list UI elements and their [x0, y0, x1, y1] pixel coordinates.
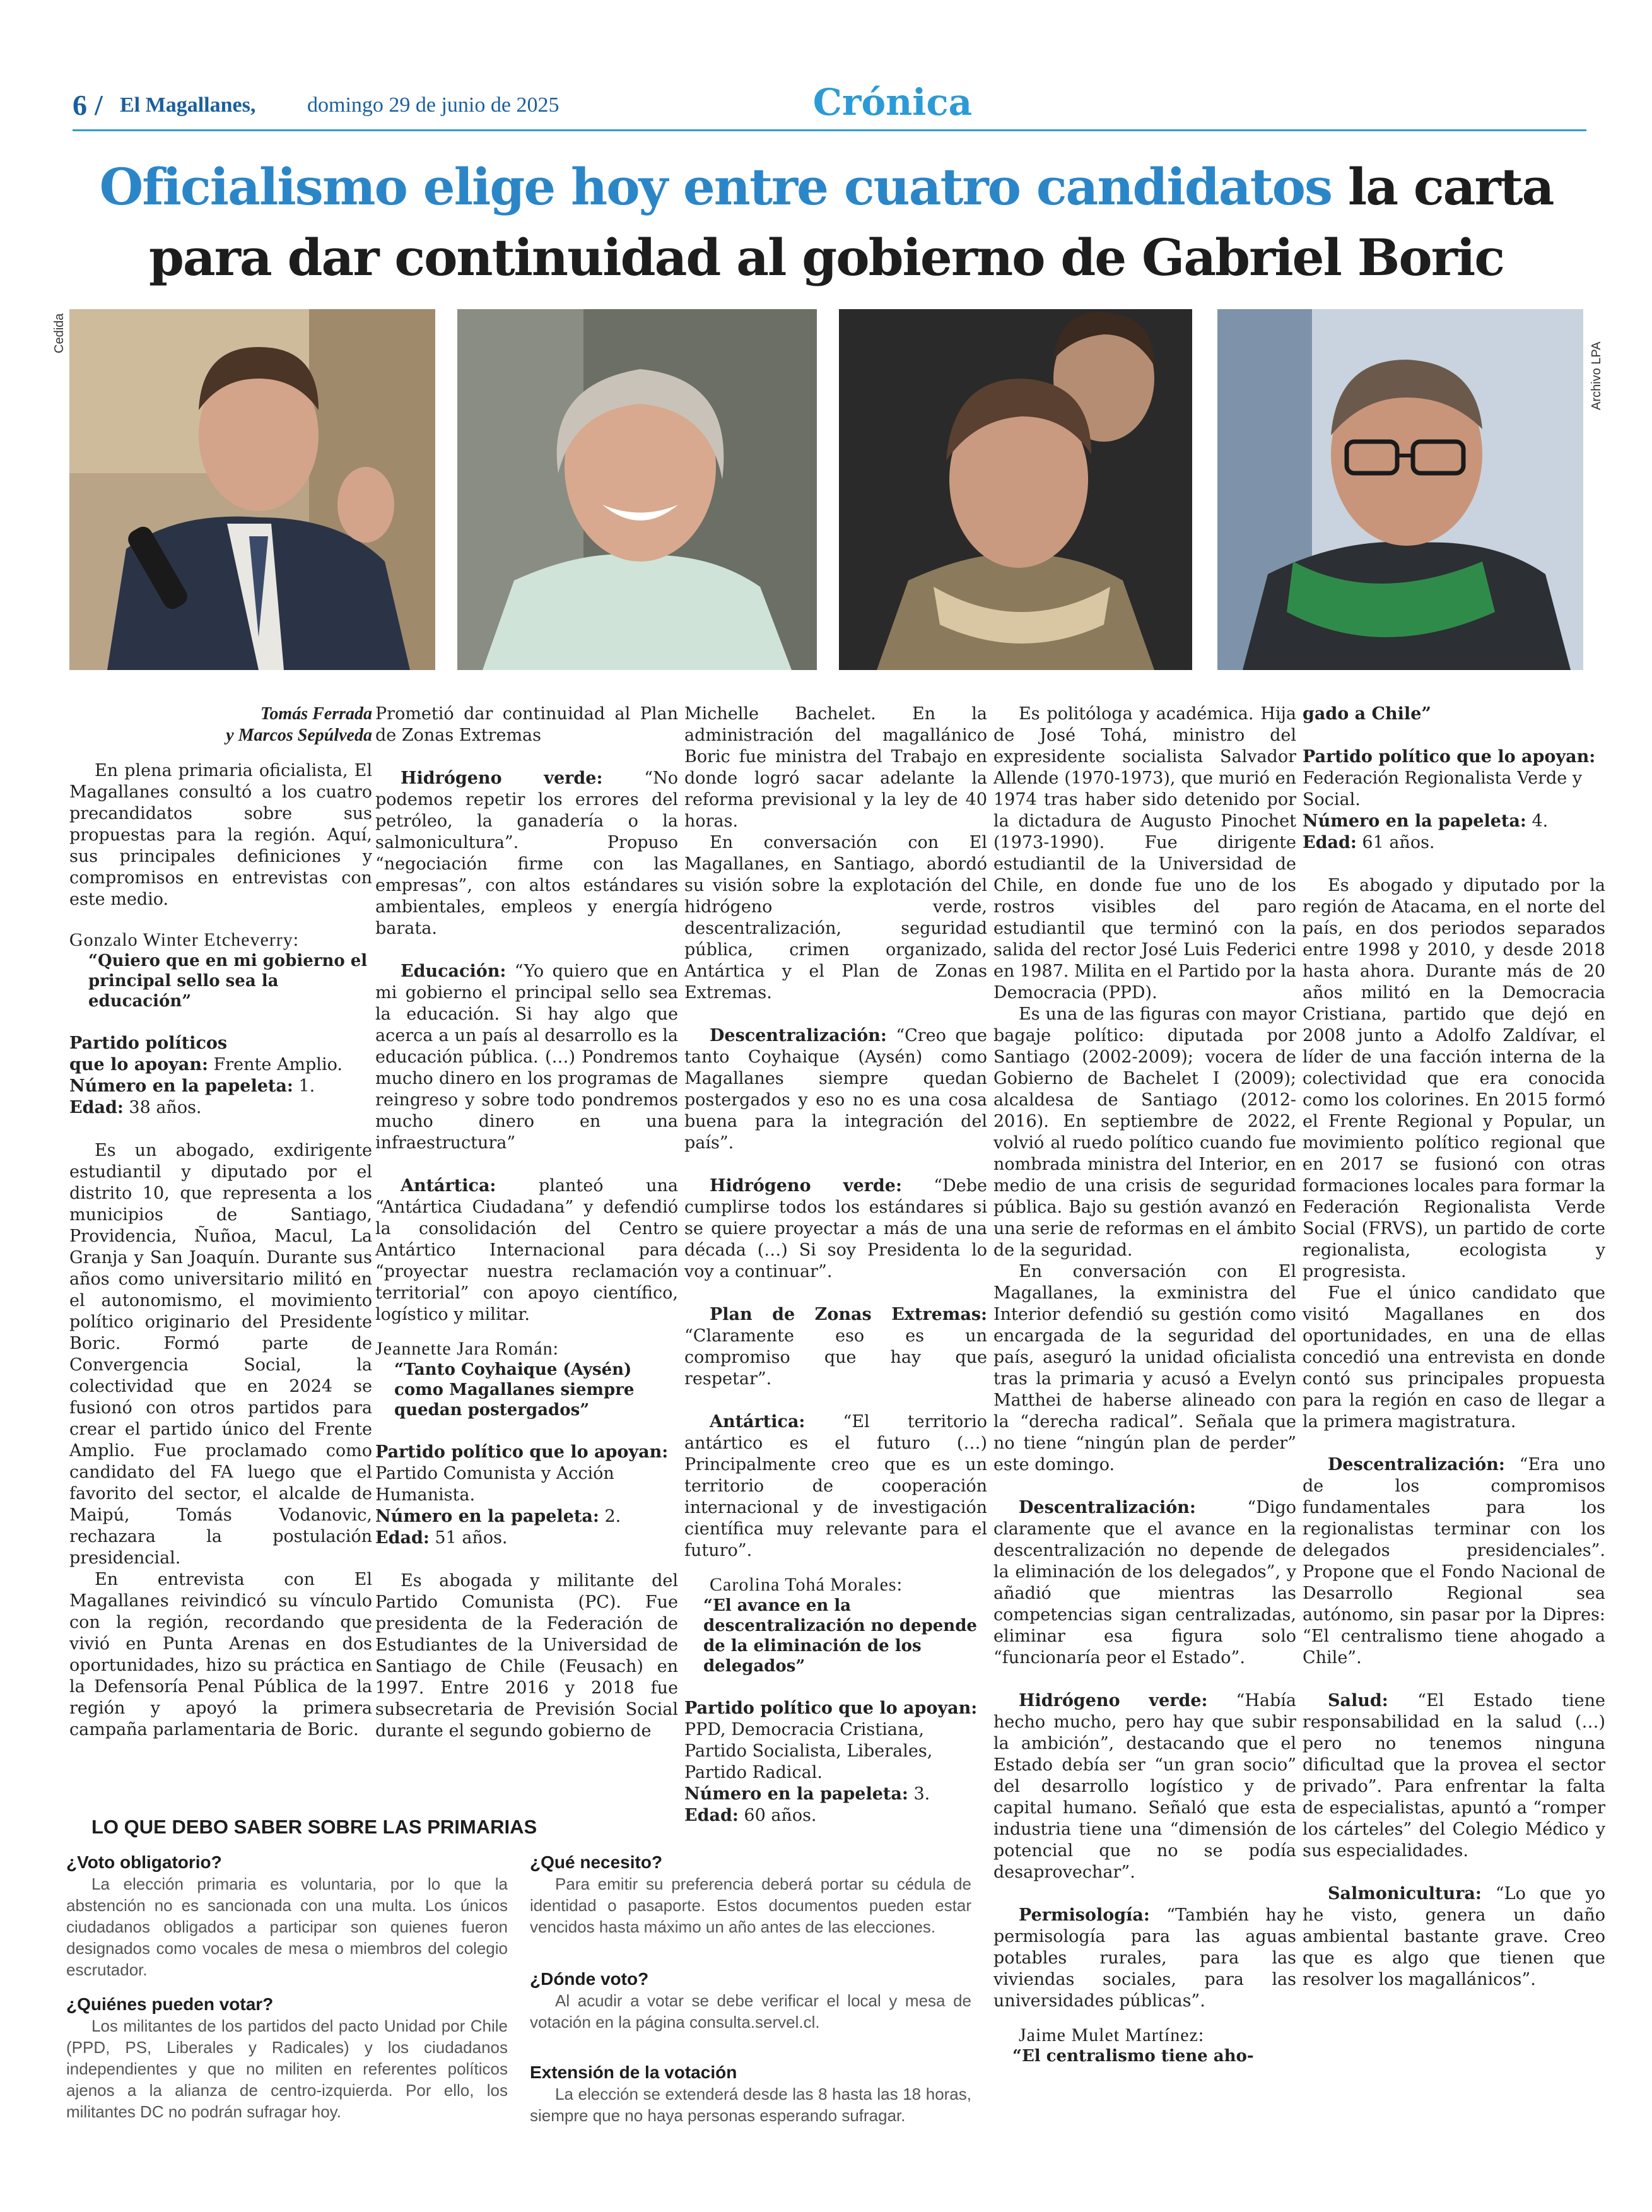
info-box-title: LO QUE DEBO SABER SOBRE LAS PRIMARIAS	[91, 1816, 537, 1838]
info-extension-votacion	[530, 2062, 971, 2126]
headline-line2: para dar continuidad al gobierno de Gabriel Boric	[148, 228, 1504, 287]
info-question-2: ¿Quiénes pueden votar?	[66, 1994, 274, 2014]
bio-paragraph-jara-3: En conversación con El Magallanes, en Santiago, abordó su visión sobre la explotación del hidrógeno verde, descentralización, seguridad pública, crimen organizado, Antártica y el Plan de Zonas Extremas.	[684, 833, 987, 1003]
info-voto-obligatorio	[66, 1852, 508, 1980]
bio-paragraph-toha-1: Es politóloga y académica. Hija de José Tohá, ministro del expresidente socialista Salvador Allende (1970-1973), que murió en 1974 tras haber sido detenido por la dictadura de Augusto Pinochet (1973-1990). Fue dirigente estudiantil de la Universidad de Chile, en donde fue uno de los rostros visibles del paro estudiantil que terminó con la salida del rector José Luis Federici en 1987. Milita en el Partido por la Democracia (PPD).	[993, 704, 1296, 1003]
topic-label-mulet-salud: Salud:	[1328, 1691, 1388, 1710]
info-que-necesito	[530, 1852, 971, 1938]
topic-text-mulet-salmonicultura: “Lo que yo he visto, genera un daño ambiental bastante grave. Creo que es algo que tienen que resolver los magallánicos”.	[1303, 1884, 1605, 1989]
info-answer-1: La elección primaria es voluntaria, por lo que la abstención no es sancionada con una multa. Los únicos ciudadanos obligados a participar son quienes fueron designados como vocales de mesa o miembros del colegio escrutador.	[66, 1874, 508, 1979]
page-header	[73, 81, 1586, 126]
ballot-label-jara: Número en la papeleta:	[375, 1507, 599, 1526]
age-value-jara: 51 años.	[429, 1528, 508, 1548]
party-label-winter-2: que lo apoyan:	[69, 1055, 208, 1074]
candidate-quote-winter: “Quiero que en mi gobierno el principal sello sea la educación”	[88, 951, 368, 1011]
candidate-quote-mulet-start: “El centralismo tiene aho-	[1012, 2047, 1254, 2066]
topic-label-winter-hidrogeno: Hidrógeno verde:	[401, 768, 603, 788]
headline	[63, 151, 1590, 293]
topic-text-mulet-descentralizacion: “Era uno de los compromisos fundamentales para los regionalistas terminar con los delegados presidenciales”. Propone que el Fondo Nacional de Desarrollo Regional sea autónomo, sin pasar por la Dipres: “El centralismo tiene ahogado a Chile”.	[1303, 1455, 1605, 1668]
byline-line1: Tomás Ferrada	[260, 704, 372, 724]
column-2	[375, 703, 678, 1742]
issue-date: domingo 29 de junio de 2025	[307, 93, 559, 117]
info-question-3: ¿Qué necesito?	[530, 1852, 663, 1872]
topic-text-jara-zonas: “Claramente eso es un compromiso que hay que respetar”.	[684, 1326, 987, 1389]
party-label-toha: Partido político que lo apoyan:	[684, 1698, 978, 1718]
party-value-winter: Frente Amplio.	[208, 1055, 343, 1074]
topic-label-toha-descentralizacion: Descentralización:	[1019, 1498, 1196, 1517]
topic-text-jara-hidrogeno: “Debe cumplirse todos los estándares si se quiere proyectar a más de una década (…) Si soy Presidenta lo voy a continuar”.	[684, 1176, 987, 1281]
topic-text-mulet-salud: “El Estado tiene responsabilidad en la salud (…) pero no tenemos ninguna dificultad que la provea el sector privado”. Para enfrentar la falta de especialistas, apuntó a “romper los cárteles” del Colegio Médico y sus especialidades.	[1303, 1691, 1605, 1861]
bio-paragraph-mulet-2: Fue el único candidato que visitó Magallanes en dos oportunidades, en una de ellas concedió una entrevista en donde contó sus principales propuesta para la región en caso de llegar a la primera magistratura.	[1303, 1283, 1605, 1432]
photo-jeannette-jara	[457, 309, 817, 670]
info-answer-4: Al acudir a votar se debe verificar el local y mesa de votación en la página consulta.servel.cl.	[530, 1991, 971, 2032]
topic-text-jara-antartica: “El territorio antártico es el futuro (…) Principalmente creo que es un territorio de cooperación internacional y de investigación científica muy relevante para el futuro”.	[684, 1412, 987, 1560]
headline-highlight: Oficialismo elige hoy entre cuatro candidatos	[99, 157, 1332, 216]
candidate-quote-mulet-end: gado a Chile”	[1303, 704, 1431, 724]
age-value-winter: 38 años.	[123, 1098, 202, 1117]
age-value-mulet: 61 años.	[1356, 833, 1435, 852]
bio-paragraph-toha-2: Es una de las figuras con mayor bagaje político: diputada por Santiago (2002-2009); vocera de Gobierno de Bachelet I (2009); alcaldesa de Santiago (2012-2016). En septiembre de 2022, volvió al ruedo político cuando fue nombrada ministra del Interior, en medio de una crisis de seguridad pública. Bajo su gestión avanzó en una serie de reformas en el ámbito de la seguridad.	[993, 1004, 1296, 1260]
topic-text-winter-educacion: “Yo quiero que en mi gobierno el principal sello sea la educación. Si hay algo que acerca a un país al desarrollo es la educación pública. (…) Pondremos mucho dinero en los programas de reingreso y sobre todo pondremos mucho dinero en una infraestructura”	[375, 962, 678, 1153]
age-label-mulet: Edad:	[1303, 833, 1357, 852]
topic-label-toha-permisologia: Permisología:	[1019, 1905, 1150, 1925]
age-label-jara: Edad:	[375, 1528, 430, 1548]
ballot-value-jara: 2.	[599, 1507, 621, 1526]
info-answer-5: La elección se extenderá desde las 8 hasta las 18 horas, siempre que no haya personas esperando sufragar.	[530, 2085, 971, 2125]
ballot-value-winter: 1.	[293, 1076, 315, 1096]
info-question-5: Extensión de la votación	[530, 2062, 737, 2082]
ballot-value-toha: 3.	[908, 1784, 930, 1804]
ballot-label-toha: Número en la papeleta:	[684, 1784, 908, 1804]
candidate-name-jara: Jeannette Jara Román:	[375, 1338, 559, 1359]
info-question-1: ¿Voto obligatorio?	[66, 1852, 222, 1872]
ballot-label-mulet: Número en la papeleta:	[1303, 811, 1526, 831]
header-slash: /	[95, 89, 103, 121]
photo-credit-right: Archivo LPA	[1590, 341, 1603, 410]
photo-gonzalo-winter	[69, 309, 435, 670]
newspaper-name: El Magallanes,	[120, 93, 256, 117]
topic-label-winter-educacion: Educación:	[401, 962, 507, 981]
party-label-winter-1: Partido políticos	[69, 1033, 228, 1053]
bio-paragraph-jara-2: Michelle Bachelet. En la administración del magallánico Boric fue ministra del Trabajo en donde logró sacar adelante la reforma previsional y la ley de 40 horas.	[684, 704, 987, 831]
topic-text-toha-hidrogeno: “Había hecho mucho, pero hay que subir la ambición”, destacando que el Estado debía ser “un gran socio” del desarrollo logístico y de capital humano. Señaló que esta industria tiene una “dimensión de potencial que no se podía desaprovechar”.	[993, 1691, 1297, 1882]
topic-label-jara-descentralizacion: Descentralización:	[710, 1026, 887, 1045]
headline-rest: la carta	[1332, 157, 1554, 216]
column-3	[684, 703, 987, 1827]
candidate-name-winter: Gonzalo Winter Etcheverry:	[69, 929, 300, 950]
party-value-mulet: Federación Regionalista Verde y Social.	[1303, 768, 1583, 809]
header-rule	[73, 129, 1586, 131]
photo-carolina-toha	[839, 309, 1192, 670]
ballot-value-mulet: 4.	[1526, 811, 1549, 831]
column-5	[1303, 703, 1605, 1991]
topic-label-mulet-salmonicultura: Salmonicultura:	[1328, 1884, 1482, 1903]
info-quienes-votar	[66, 1994, 508, 2122]
topic-text-winter-hidrogeno: “No podemos repetir los errores del petróleo, la ganadería o la salmonicultura”. Propuso “negociación firme con las empresas”, con altos estándares ambientales, empleos y energía barata.	[375, 768, 678, 938]
photo-credit-left: Cedida	[52, 313, 66, 353]
info-answer-2: Los militantes de los partidos del pacto Unidad por Chile (PPD, PS, Liberales y Radicales) y los ciudadanos independientes y que no militen en referentes políticos ajenos a la alianza de centro-izquierda. Por ello, los militantes DC no podrán sufragar hoy.	[66, 2016, 508, 2121]
column-1	[69, 703, 372, 1741]
candidate-name-toha: Carolina Tohá Morales:	[710, 1574, 903, 1595]
bio-paragraph-winter-2: En entrevista con El Magallanes reivindicó su vínculo con la región, recordando que vivió en Punta Arenas en dos oportunidades, hizo su práctica en la Defensoría Penal Pública de la región y apoyó la primera campaña parlamentaria de Boric.	[69, 1570, 372, 1739]
photo-man-glasses-green-scarf-icon	[1217, 309, 1583, 670]
photo-jaime-mulet	[1217, 309, 1583, 670]
age-label-winter: Edad:	[69, 1098, 124, 1117]
topic-label-jara-zonas: Plan de Zonas Extremas:	[710, 1305, 987, 1324]
topic-label-jara-antartica: Antártica:	[710, 1412, 805, 1432]
candidate-quote-toha: “El avance en la descentralización no depende de la eliminación de los delegados”	[703, 1596, 977, 1676]
party-value-jara: Partido Comunista y Acción Humanista.	[375, 1464, 614, 1505]
age-label-toha: Edad:	[684, 1806, 739, 1825]
byline-line2: y Marcos Sepúlveda	[226, 726, 372, 745]
bio-paragraph-mulet-1: Es abogado y diputado por la región de Atacama, en el norte del país, en dos periodos separados entre 1998 y 2010, y desde 2018 hasta ahora. Durante más de 20 años militó en la Democracia Cristiana, partido que dejó en 2008 junto a Adolfo Zaldívar, el líder de una facción interna de la colectividad que era conocida como los colorines. En 2015 formó el Frente Regional y Popular, un movimiento político regional que en 2017 se fusionó con otras formaciones locales para formar la Federación Regionalista Verde Social (FRVS), un partido de corte regionalista, ecologista y progresista.	[1303, 876, 1605, 1281]
bio-paragraph-toha-3: En conversación con El Magallanes, la exministra del Interior defendió su gestión como encargada de la seguridad del país, aseguró la unidad oficialista tras la primaria y acusó a Evelyn Matthei de haberse alineado con la “derecha radical”. Señala que no tiene “ningún plan de perder” este domingo.	[993, 1262, 1296, 1474]
ballot-label-winter: Número en la papeleta:	[69, 1076, 293, 1096]
topic-label-mulet-descentralizacion: Descentralización:	[1328, 1455, 1505, 1474]
winter-zonas-extremas: Prometió dar continuidad al Plan de Zonas Extremas	[375, 704, 678, 745]
topic-text-jara-descentralizacion: “Creo que tanto Coyhaique (Aysén) como Magallanes siempre quedan postergados y eso no es una cosa buena para la integración del país”.	[684, 1026, 987, 1153]
topic-text-winter-antartica: planteó una “Antártica Ciudadana” y defendió la consolidación del Centro Antártico Internacional para “proyectar nuestra reclamación territorial” con apoyo científico, logístico y militar.	[375, 1176, 678, 1324]
page-number: 6	[73, 89, 87, 121]
party-label-mulet: Partido político que lo apoyan:	[1303, 747, 1596, 767]
party-label-jara: Partido político que lo apoyan:	[375, 1442, 669, 1462]
party-value-toha: PPD, Democracia Cristiana, Partido Socialista, Liberales, Partido Radical.	[684, 1720, 933, 1782]
topic-text-toha-permisologia: “También hay permisología para las aguas potables rurales, para las viviendas sociales, para las universidades públicas”.	[993, 1905, 1296, 2011]
candidate-quote-jara: “Tanto Coyhaique (Aysén) como Magallanes siempre quedan postergados”	[394, 1360, 635, 1420]
column-4	[993, 703, 1296, 2066]
photo-man-microphone-icon	[69, 309, 435, 670]
intro-paragraph: En plena primaria oficialista, El Magallanes consultó a los cuatro precandidatos sobre sus propuestas para la región. Aquí, sus principales definiciones y compromisos en entrevistas con este medio.	[69, 761, 372, 909]
topic-label-winter-antartica: Antártica:	[401, 1176, 496, 1196]
info-answer-3: Para emitir su preferencia deberá portar su cédula de identidad o pasaporte. Estos documentos pueden estar vencidos hasta máximo un año antes de las elecciones.	[530, 1874, 971, 1936]
age-value-toha: 60 años.	[738, 1806, 817, 1825]
bio-paragraph-winter-1: Es un abogado, exdirigente estudiantil y diputado por el distrito 10, que representa a los municipios de Santiago, Providencia, Ñuñoa, Macul, La Granja y San Joaquín. Durante sus años como universitario militó en el autonomismo, el movimiento político originario del Presidente Boric. Formó parte de Convergencia Social, la colectividad que en 2024 se fusionó con otros partidos para crear el partido único del Frente Amplio. Fue proclamado como candidato del FA luego que el favorito del sector, el alcalde de Maipú, Tomás Vodanovic, rechazara la postulación presidencial.	[69, 1141, 372, 1568]
section-title: Crónica	[812, 81, 973, 124]
topic-label-jara-hidrogeno: Hidrógeno verde:	[710, 1176, 902, 1196]
photo-woman-scarf-icon	[839, 309, 1192, 670]
info-question-4: ¿Dónde voto?	[530, 1969, 649, 1989]
topic-text-toha-descentralizacion: “Digo claramente que el avance en la descentralización no depende de la eliminación de los delegados”, y añadió que mientras las competencias sigan centralizadas, eliminar esa figura solo “funcionaría peor el Estado”.	[993, 1498, 1296, 1668]
candidate-name-mulet: Jaime Mulet Martínez:	[1019, 2025, 1205, 2045]
bio-paragraph-jara-1: Es abogada y militante del Partido Comunista (PC). Fue presidenta de la Federación de Estudiantes de la Universidad de Santiago de Chile (Feusach) en 1997. Entre 2016 y 2018 fue subsecretaria de Previsión Social durante el segundo gobierno de	[375, 1571, 678, 1741]
photo-woman-smiling-icon	[457, 309, 817, 670]
topic-label-toha-hidrogeno: Hidrógeno verde:	[1019, 1691, 1208, 1710]
info-donde-voto	[530, 1968, 971, 2033]
